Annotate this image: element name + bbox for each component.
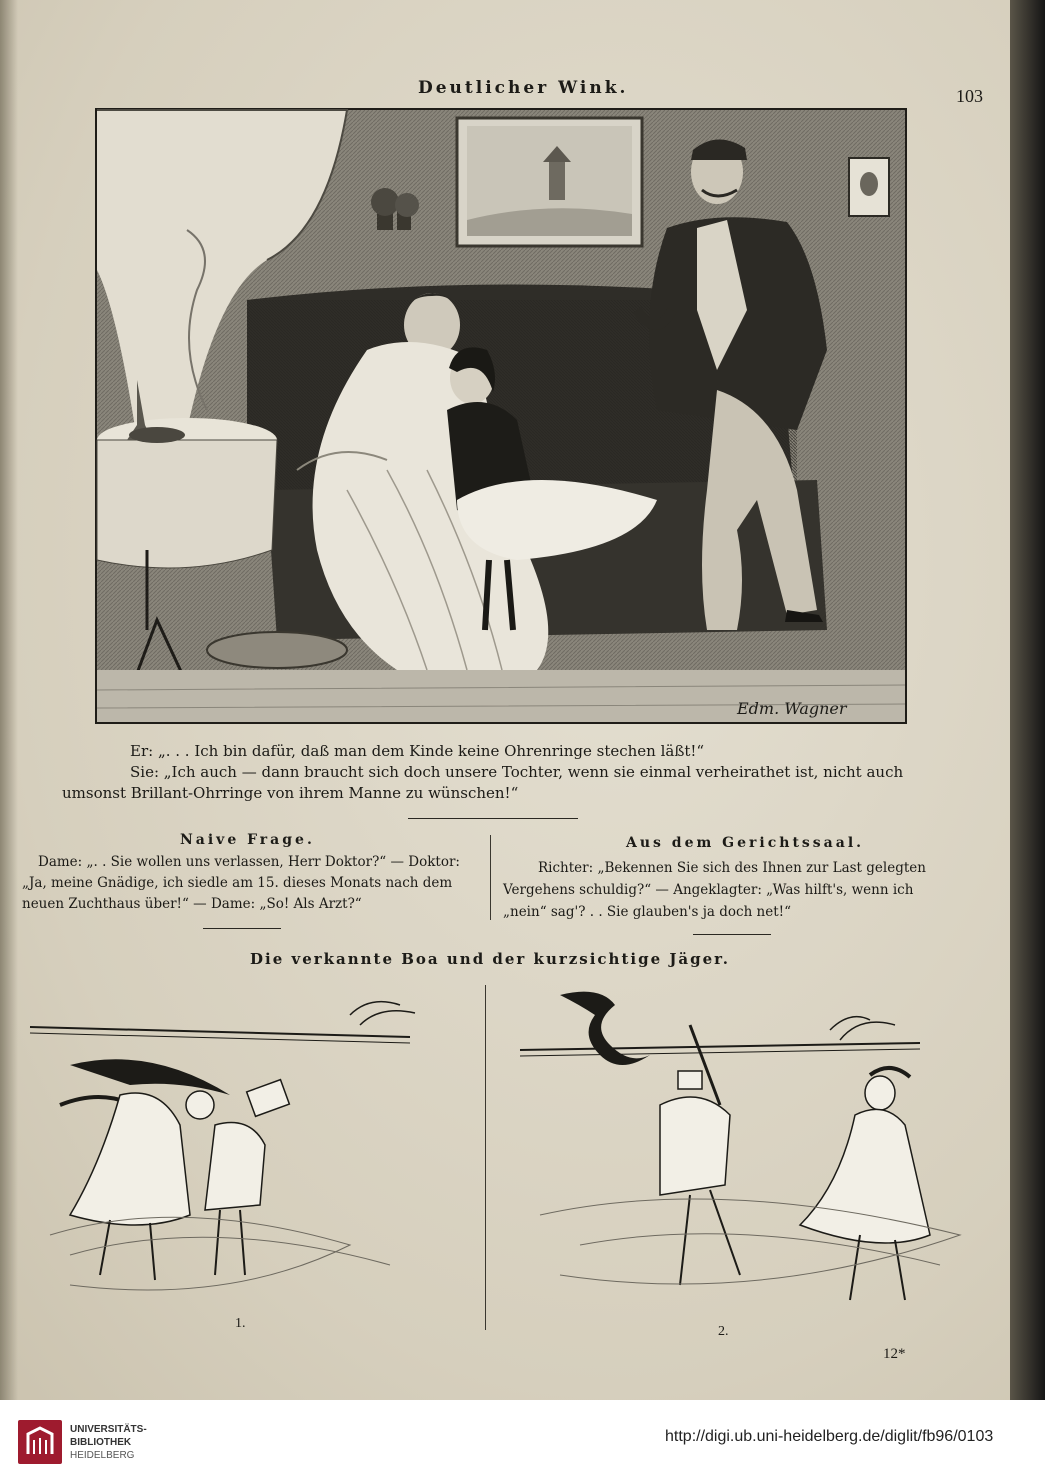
caption-line-2: Sie: „Ich auch — dann braucht sich doch unsere Tochter, wenn sie einmal verheirathet ist, nicht auch bbox=[130, 763, 904, 781]
artist-signature: Edm. Wagner bbox=[737, 699, 847, 718]
joke-left-line-2: „Ja, meine Gnädige, ich siedle am 15. dieses Monats nach dem bbox=[22, 875, 453, 891]
skaters-panel-2-drawing bbox=[500, 985, 990, 1339]
joke-left-line-3: neuen Zuchthaus über!“ — Dame: „So! Als Arzt?“ bbox=[22, 896, 362, 912]
cartoon-panel-1 bbox=[30, 985, 470, 1330]
joke-right-line-3: „nein“ sag'? . . Sie glauben's ja doch net!“ bbox=[503, 904, 791, 920]
caption-line-1: Er: „. . . Ich bin dafür, daß man dem Kinde keine Ohrenringe stechen läßt!“ bbox=[130, 742, 705, 760]
jokes-divider-left bbox=[203, 928, 281, 929]
parlor-scene-drawing bbox=[97, 110, 905, 722]
cartoon-title: Die verkannte Boa und der kurzsichtige Jäger. bbox=[250, 950, 730, 968]
panel-1-number: 1. bbox=[235, 1316, 246, 1331]
caption-divider bbox=[408, 818, 578, 819]
joke-left-line-1: Dame: „. . Sie wollen uns verlassen, Herr Doktor?“ — Doktor: bbox=[38, 854, 460, 870]
page-edge bbox=[1010, 0, 1045, 1400]
caption-line-3: umsonst Brillant-Ohrringe von ihrem Manne zu wünschen!“ bbox=[62, 784, 519, 802]
library-footer bbox=[0, 1400, 1045, 1484]
page-number: 103 bbox=[956, 86, 983, 106]
library-name-line-1: UNIVERSITÄTS- bbox=[70, 1424, 147, 1435]
library-name-line-3: HEIDELBERG bbox=[70, 1450, 135, 1461]
library-logo[interactable] bbox=[18, 1420, 62, 1464]
running-title: Deutlicher Wink. bbox=[418, 78, 629, 98]
column-divider bbox=[490, 835, 491, 920]
jokes-divider-right bbox=[693, 934, 771, 935]
cartoon-divider bbox=[485, 985, 486, 1330]
printer-signature: 12* bbox=[883, 1346, 906, 1362]
cartoon-panel-2 bbox=[500, 985, 990, 1339]
main-illustration bbox=[95, 108, 907, 724]
digitization-url[interactable]: http://digi.ub.uni-heidelberg.de/diglit/fb96/0103 bbox=[665, 1428, 994, 1445]
skaters-panel-1-drawing bbox=[30, 985, 470, 1330]
joke-right-line-2: Vergehens schuldig?“ — Angeklagter: „Was hilft's, wenn ich bbox=[503, 882, 914, 898]
joke-left-title: Naive Frage. bbox=[180, 832, 315, 848]
joke-right-line-1: Richter: „Bekennen Sie sich des Ihnen zur Last gelegten bbox=[538, 860, 926, 876]
joke-right-title: Aus dem Gerichtssaal. bbox=[626, 835, 865, 851]
library-logo-icon bbox=[18, 1420, 62, 1464]
page-gutter-shadow bbox=[0, 0, 18, 1400]
library-name-line-2: BIBLIOTHEK bbox=[70, 1437, 132, 1448]
panel-2-number: 2. bbox=[718, 1324, 729, 1339]
